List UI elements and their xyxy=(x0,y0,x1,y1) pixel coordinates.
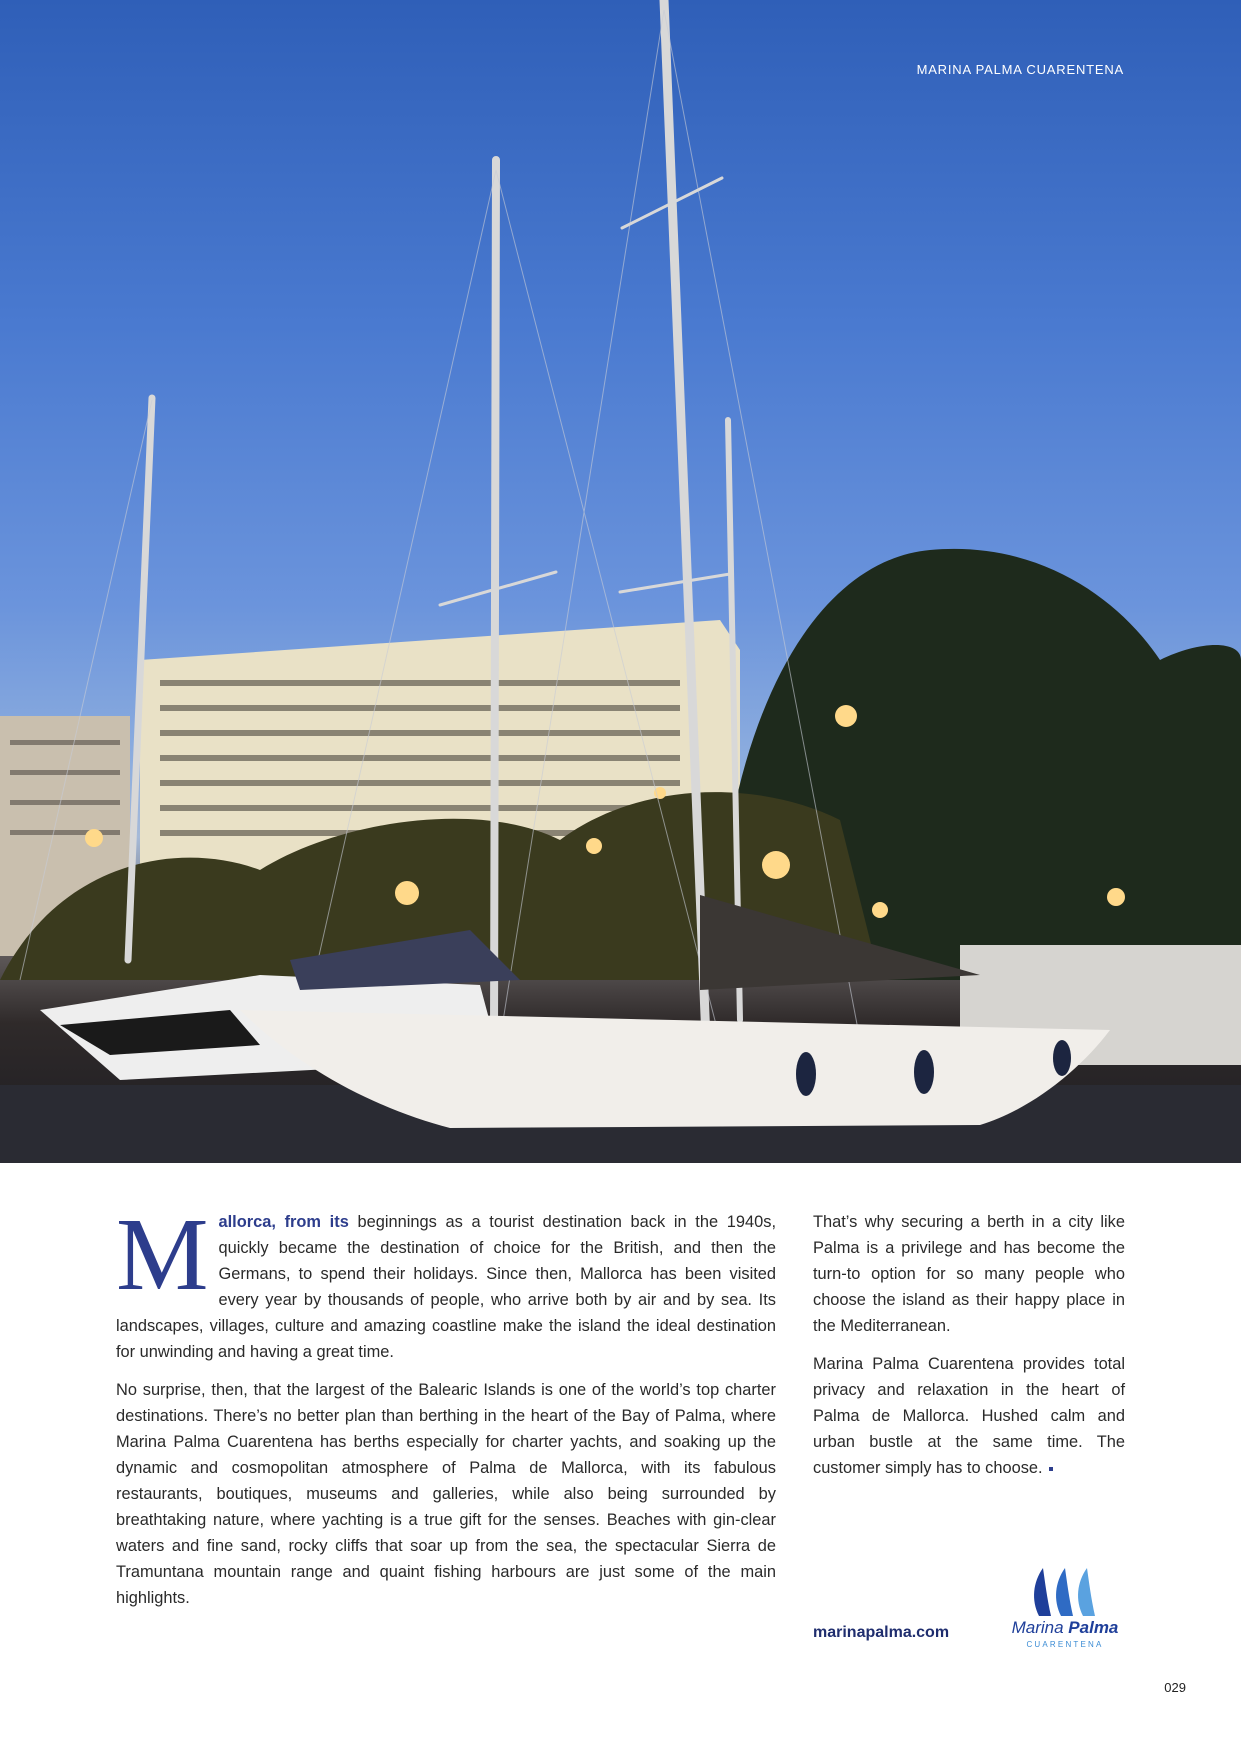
article-paragraph-1 xyxy=(116,1197,776,1365)
website-link[interactable]: marinapalma.com xyxy=(813,1624,950,1641)
logo-name-regular: Marina xyxy=(1011,1618,1069,1637)
logo-wordmark xyxy=(1003,1618,1127,1638)
logo-name-bold: Palma xyxy=(1068,1618,1119,1637)
article-main-column xyxy=(116,1197,776,1623)
article-paragraph-3: That’s why securing a berth in a city like Palma is a privilege and has become the turn-to option for so many people who choose the island as their happy place in the Mediterranean. xyxy=(813,1213,1125,1335)
logo-subtitle: CUARENTENA xyxy=(1026,1640,1104,1649)
article-side-column xyxy=(813,1209,1125,1493)
lead-in: allorca, from its xyxy=(218,1213,349,1231)
article-paragraph-2: No surprise, then, that the largest of the Balearic Islands is one of the world’s top charter destinations. There’s no better plan than berthing in the heart of the Bay of Palma, where Marina Palma Cuarentena has berths especially for charter yachts, and soaking up the dynamic and cosmopolitan atmosphere of Palma de Mallorca, with its fabulous restaurants, boutiques, museums and galleries, while also being surrounded by breathtaking nature, where yachting is a true gift for the senses. Beaches with gin-clear waters and fine sand, rocky cliffs that soar up from the sea, the spectacular Sierra de Tramuntana mountain range and quaint fishing harbours are just some of the main highlights. xyxy=(116,1381,776,1607)
drop-cap: M xyxy=(116,1197,209,1312)
page-number: 029 xyxy=(1164,1680,1186,1695)
paragraph-4-text: Marina Palma Cuarentena provides total privacy and relaxation in the heart of Palma de Mallorca. Hushed calm and urban bustle at the same time. The customer simply has to choose. xyxy=(813,1355,1125,1477)
square-end-mark-icon xyxy=(1049,1467,1053,1471)
running-head: MARINA PALMA CUARENTENA xyxy=(916,62,1124,77)
article-paragraph-4 xyxy=(813,1351,1125,1481)
paragraph-1-text: beginnings as a tourist destination back in the 1940s, quickly became the destination of choice for the British, and then the Germans, to spend their holidays. Since then, Mallorca has been visited every year by thousands of people, who arrive both by air and by sea. Its landscapes, villages, culture and amazing coastline make the island the ideal destination for unwinding and having a great time. xyxy=(116,1213,776,1361)
